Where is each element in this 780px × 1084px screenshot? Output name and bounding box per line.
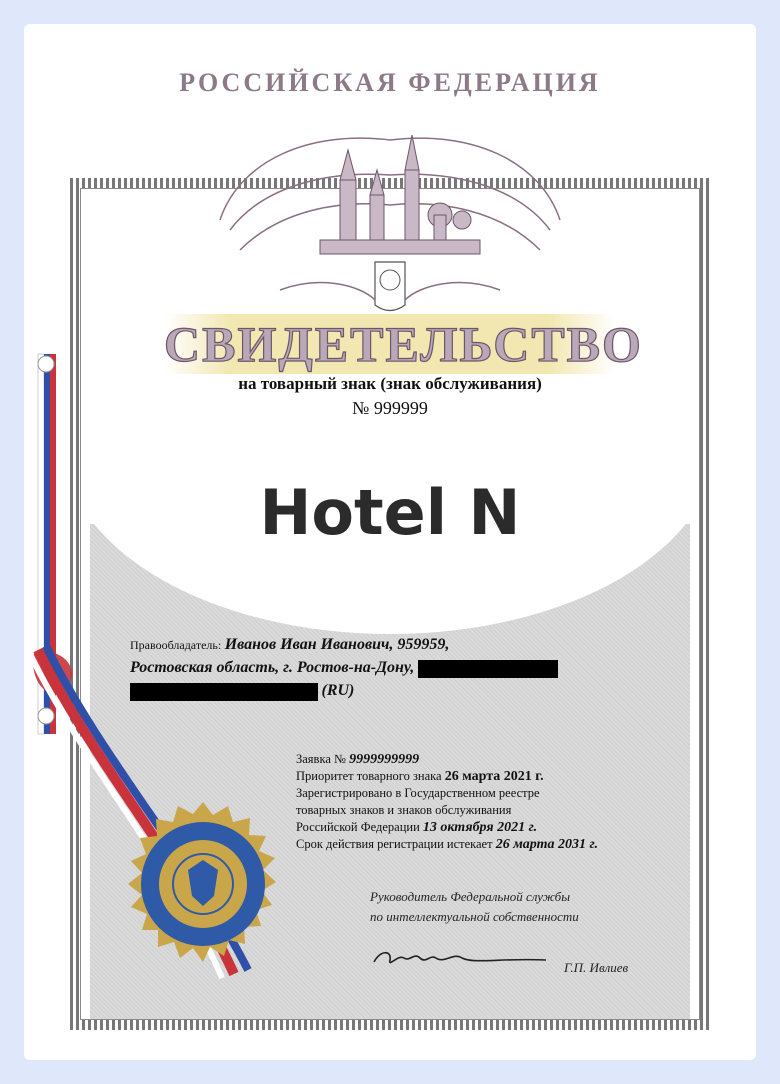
registered-line1: Зарегистрировано в Государственном реестре <box>296 786 540 800</box>
signer-name: Г.П. Ивлиев <box>564 960 629 975</box>
application-label: Заявка № <box>296 752 346 766</box>
expiry-date: 26 марта 2031 г. <box>495 837 598 852</box>
authority-line2: по интеллектуальной собственности <box>370 909 579 924</box>
registered-line2: товарных знаков и знаков обслуживания <box>296 803 512 817</box>
certificate-title: СВИДЕТЕЛЬСТВО <box>164 316 643 372</box>
certificate-number: № 999999 <box>352 398 428 418</box>
trademark-text: Hotel N <box>259 476 521 549</box>
registered-line3: Российской Федерации <box>296 820 420 834</box>
redaction-bar <box>418 660 558 678</box>
kremlin-emblem-icon <box>200 100 580 320</box>
certificate-sheet <box>24 24 756 1060</box>
expiry-label: Срок действия регистрации истекает <box>296 837 493 851</box>
owner-country-code: (RU) <box>321 682 355 699</box>
owner-name: Иванов Иван Иванович, 959959, <box>224 636 450 653</box>
priority-label: Приоритет товарного знака <box>296 769 442 783</box>
owner-label: Правообладатель: <box>130 638 222 652</box>
official-seal-icon <box>118 800 288 970</box>
registered-date: 13 октября 2021 г. <box>422 820 538 835</box>
application-number: 9999999999 <box>349 752 420 767</box>
country-header: РОССИЙСКАЯ ФЕДЕРАЦИЯ <box>179 68 601 97</box>
authority-block <box>370 887 670 927</box>
authority-line1: Руководитель Федеральной службы <box>370 889 571 904</box>
certificate-subtitle: на товарный знак (знак обслуживания) <box>238 374 542 393</box>
priority-date: 26 марта 2021 г. <box>444 769 544 784</box>
signature-icon <box>370 944 550 974</box>
registration-block <box>296 751 676 853</box>
owner-address: Ростовская область, г. Ростов-на-Дону, <box>130 659 415 676</box>
